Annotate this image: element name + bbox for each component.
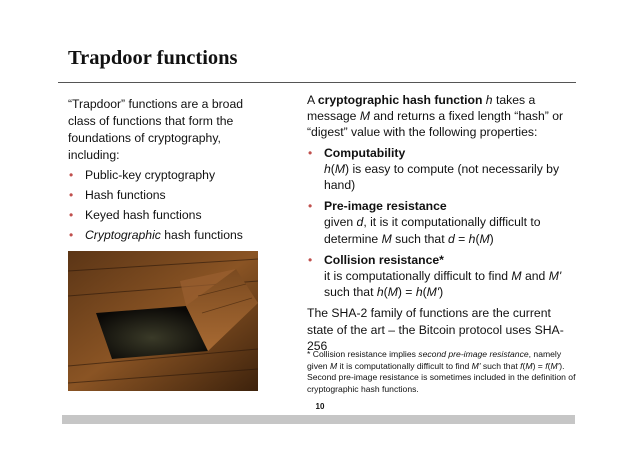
bullet-icon: • [308,199,313,214]
list-item: • Public-key cryptography [69,168,216,182]
title-divider [58,82,576,83]
list-item: • Cryptographic hash functions [69,228,243,242]
property-name: Collision resistance* [324,252,444,267]
property-item [307,198,575,247]
property-item [307,252,575,301]
property-name: Pre-image resistance [324,199,447,214]
footer-bar [62,415,575,424]
bullet-icon: • [69,208,74,222]
bullet-icon: • [308,145,313,160]
bullet-icon: • [69,168,74,182]
list-item: • Keyed hash functions [69,208,202,222]
bullet-icon: • [69,228,74,242]
property-description: it is computationally difficult to find M and M' such that h(M) = h(M') [324,269,562,300]
page-number: 10 [315,402,325,411]
property-description: given d, it is it computationally difficult to determine M such that d = h(M) [324,215,541,246]
hash-definition: A cryptographic hash function h takes a message M and returns a fixed length “hash” or “digest” value with the following properties: [307,93,564,140]
property-name: Computability [324,145,406,160]
slide-title: Trapdoor functions [68,47,238,69]
bullet-icon: • [308,252,313,267]
trapdoor-image [68,251,258,391]
intro-text: “Trapdoor” functions are a broad class of functions that form the foundations of cryptography, including: [68,97,244,162]
list-item: • Hash functions [69,188,166,202]
left-column [68,96,268,247]
sha2-note: The SHA-2 family of functions are the current state of the art – the Bitcoin protocol uses SHA-256 [307,306,564,353]
bullet-icon: • [69,188,74,202]
right-column [307,92,575,354]
property-description: h(M) is easy to compute (not necessarily by hand) [324,161,560,193]
property-item [307,145,575,194]
footnote: * Collision resistance implies second pre-image resistance, namely given M it is computationally difficult to find M' such that f(M) = f(M'). Second pre-image resistance is sometimes included in the definition of cryptographic hash functions. [307,349,576,394]
property-list [307,145,575,301]
trapdoor-list [68,167,268,244]
trapdoor-photo [68,251,258,391]
